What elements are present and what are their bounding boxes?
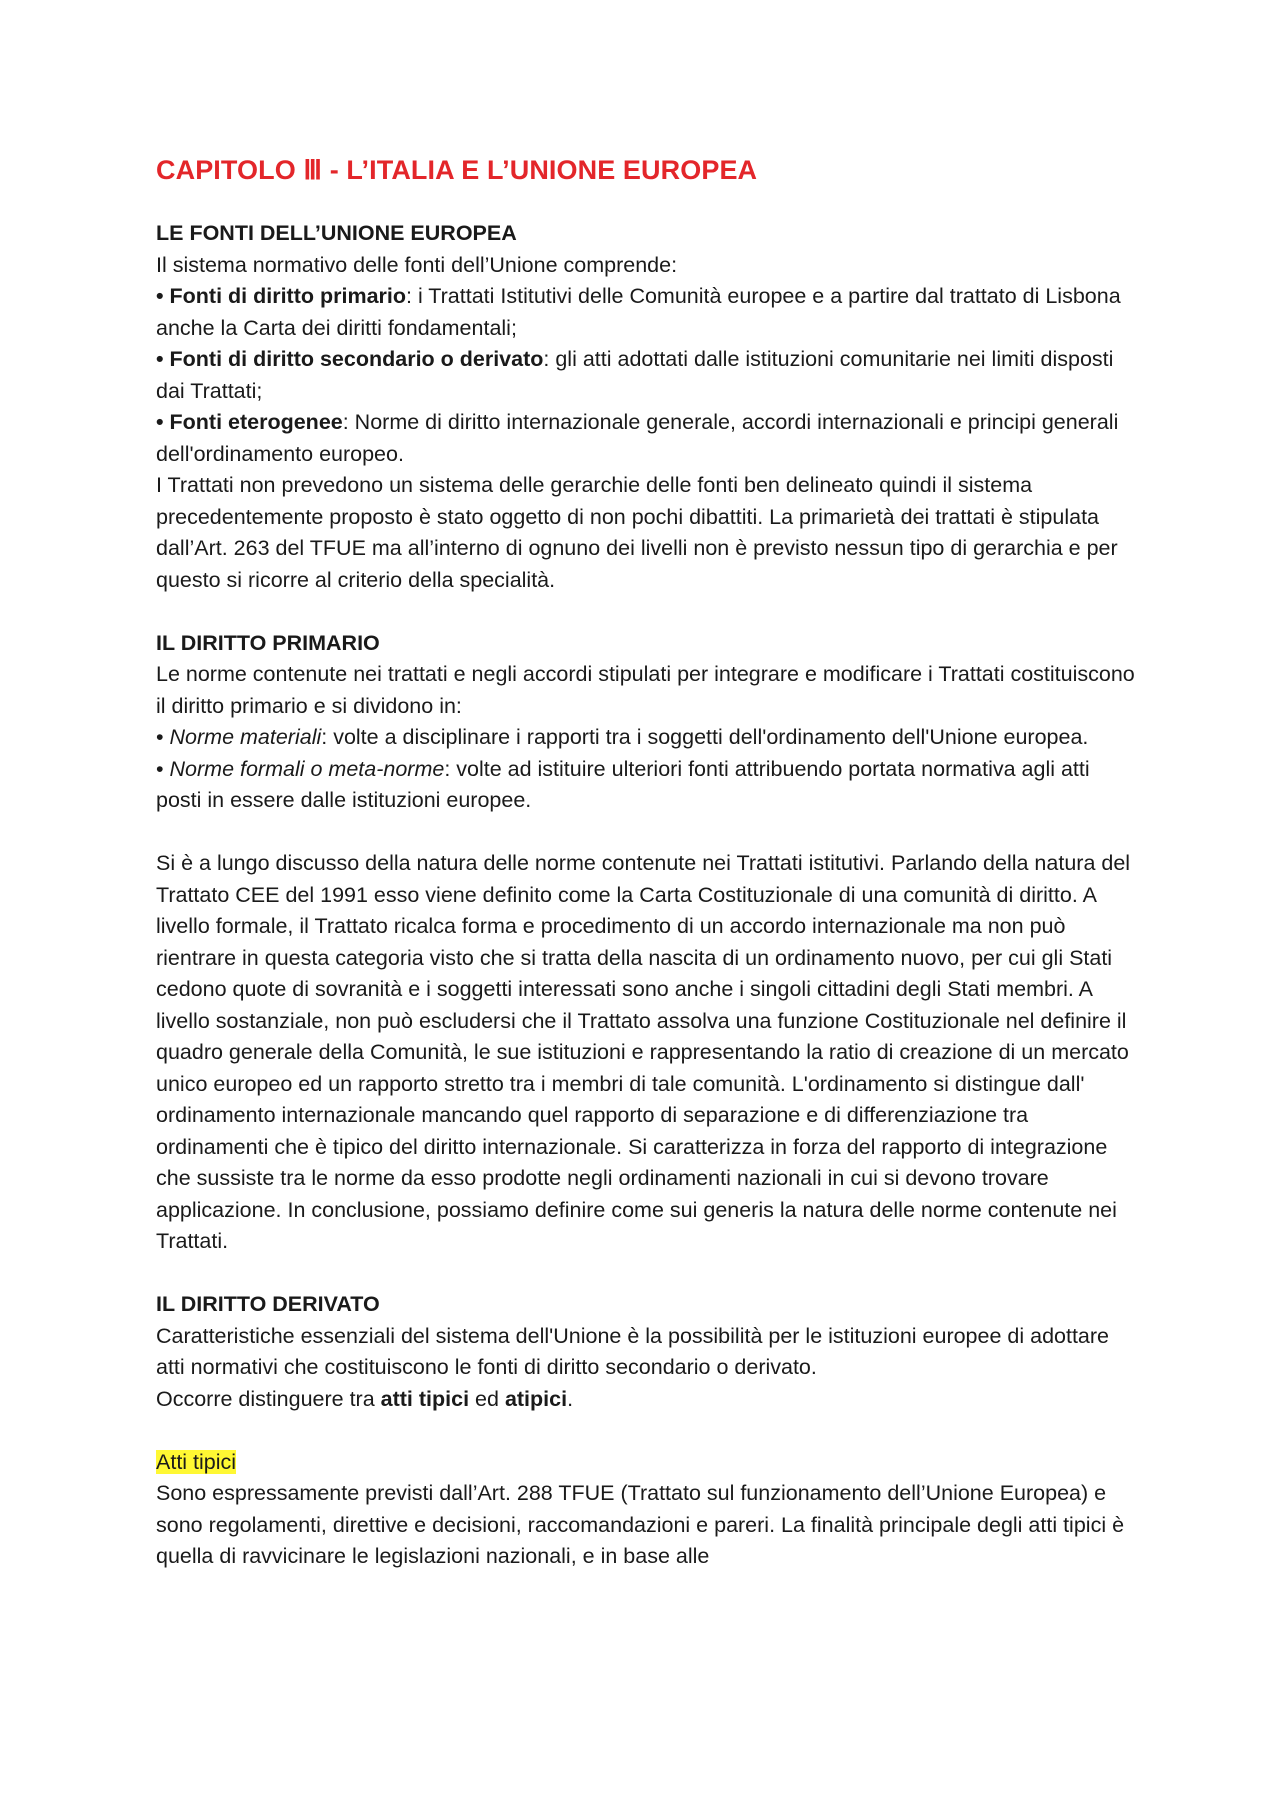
section-atti-tipici: [156, 1447, 1136, 1573]
bullet-marker: •: [156, 410, 170, 434]
distinguish-term-tipici: atti tipici: [380, 1386, 470, 1411]
distinguish-post: .: [567, 1386, 574, 1411]
atti-tipici-heading-line: [156, 1447, 1136, 1479]
section-primario: [156, 628, 1136, 1258]
section-heading-fonti: LE FONTI DELL’UNIONE EUROPEA: [156, 221, 517, 245]
chapter-title: CAPITOLO Ⅲ - L’ITALIA E L’UNIONE EUROPEA: [156, 155, 758, 185]
bullet-text: : i Trattati Istitutivi delle Comunità europee e a partire dal trattato di Lisbona anche la Carta dei diritti fondamentali;: [156, 284, 1121, 340]
derivato-distinguish: [156, 1384, 1136, 1416]
document-page: [156, 150, 1136, 1573]
distinguish-mid: ed: [469, 1386, 505, 1411]
section-fonti: [156, 218, 1136, 596]
fonti-bullet-secondario: [156, 344, 1136, 407]
distinguish-pre: Occorre distinguere tra: [156, 1386, 381, 1411]
derivato-intro: Caratteristiche essenziali del sistema dell'Unione è la possibilità per le istituzioni europee di adottare atti normativi che costituiscono le fonti di diritto secondario o derivato.: [156, 1323, 1110, 1379]
fonti-intro: Il sistema normativo delle fonti dell’Unione comprende:: [156, 252, 678, 277]
bullet-marker: •: [156, 756, 170, 781]
bullet-text: : volte ad istituire ulteriori fonti attribuendo portata normativa agli atti posti in essere dalle istituzioni europee.: [156, 756, 1090, 812]
fonti-bullet-eterogenee: [156, 407, 1136, 470]
atti-tipici-paragraph: Sono espressamente previsti dall’Art. 288 TFUE (Trattato sul funzionamento dell’Unione Europea) e sono regolamenti, direttive e decisioni, raccomandazioni e pareri. La finalità principale degli atti tipici è quella di ravvicinare le legislazioni nazionali, e in base alle: [156, 1481, 1125, 1568]
section-derivato: [156, 1289, 1136, 1415]
fonti-paragraph: I Trattati non prevedono un sistema delle gerarchie delle fonti ben delineato quindi il sistema precedentemente proposto è stato oggetto di non pochi dibattiti. La primarietà dei trattati è stipulata dall’Art. 263 del TFUE ma all’interno di ognuno dei livelli non è previsto nessun tipo di gerarchia e per questo si ricorre al criterio della specialità.: [156, 473, 1118, 592]
bullet-term: Fonti eterogenee: [169, 410, 343, 434]
bullet-marker: •: [156, 347, 170, 371]
atti-tipici-heading: Atti tipici: [156, 1449, 237, 1474]
spacer: [156, 1415, 1136, 1447]
primario-paragraph: Si è a lungo discusso della natura delle norme contenute nei Trattati istitutivi. Parlando della natura del Trattato CEE del 1991 esso viene definito come la Carta Costituzionale di una comunità di diritto. A livello formale, il Trattato ricalca forma e procedimento di un accordo internazionale ma non può rientrare in questa categoria visto che si tratta della nascita di un ordinamento nuovo, per cui gli Stati cedono quote di sovranità e i soggetti interessati sono anche i singoli cittadini degli Stati membri. A livello sostanziale, non può escludersi che il Trattato assolva una funzione Costituzionale nel definire il quadro generale della Comunità, le sue istituzioni e rappresentando la ratio di creazione di un mercato unico europeo ed un rapporto stretto tra i membri di tale comunità. L'ordinamento si distingue dall' ordinamento internazionale mancando quel rapporto di separazione e di differenziazione tra ordinamenti che è tipico del diritto internazionale. Si caratterizza in forza del rapporto di integrazione che sussiste tra le norme da esso prodotte negli ordinamenti nazionali in cui si devono trovare applicazione. In conclusione, possiamo definire come sui generis la natura delle norme contenute nei Trattati.: [156, 851, 1131, 1253]
spacer: [156, 817, 1136, 849]
spacer: [156, 1258, 1136, 1290]
bullet-marker: •: [156, 725, 170, 749]
bullet-term: Norme materiali: [169, 725, 322, 749]
bullet-marker: •: [156, 284, 170, 308]
bullet-term: Fonti di diritto primario: [169, 284, 406, 308]
primario-intro: Le norme contenute nei trattati e negli accordi stipulati per integrare e modificare i Trattati costituiscono il diritto primario e si dividono in:: [156, 662, 1135, 718]
spacer: [156, 596, 1136, 628]
section-heading-primario: IL DIRITTO PRIMARIO: [156, 630, 380, 655]
bullet-text: : gli atti adottati dalle istituzioni comunitarie nei limiti disposti dai Trattati;: [156, 347, 1114, 403]
bullet-text: : Norme di diritto internazionale generale, accordi internazionali e principi generali dell'ordinamento europeo.: [156, 410, 1119, 466]
section-heading-derivato: IL DIRITTO DERIVATO: [156, 1292, 380, 1316]
primario-bullet-formali: [156, 754, 1136, 817]
bullet-term: Fonti di diritto secondario o derivato: [169, 347, 544, 371]
bullet-text: : volte a disciplinare i rapporti tra i soggetti dell'ordinamento dell'Unione europea.: [321, 725, 1089, 749]
primario-bullet-materiali: [156, 722, 1136, 754]
distinguish-term-atipici: atipici: [504, 1386, 568, 1411]
fonti-bullet-primario: [156, 281, 1136, 344]
bullet-term: Norme formali o meta-norme: [169, 756, 445, 781]
